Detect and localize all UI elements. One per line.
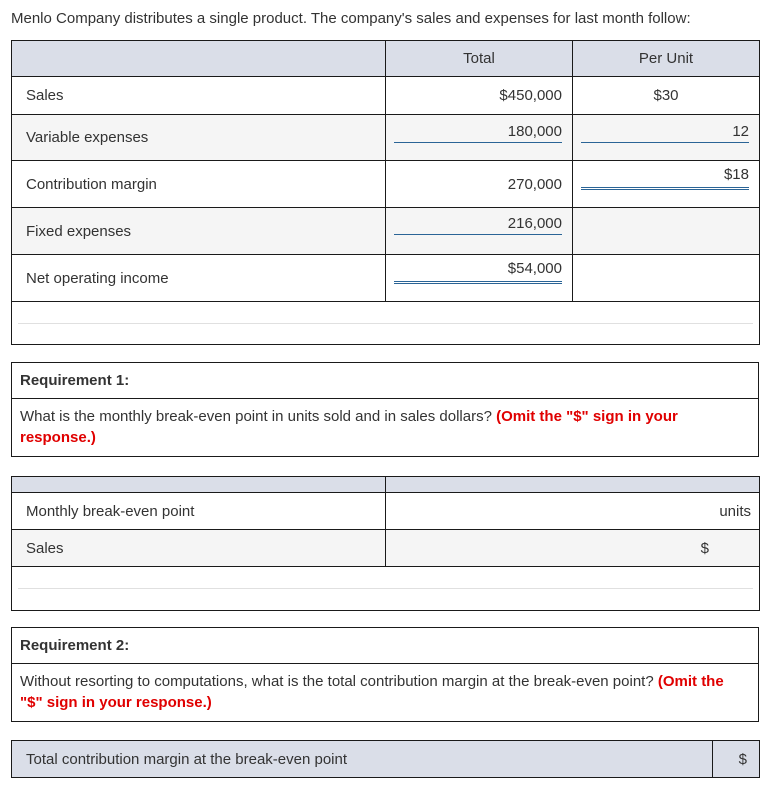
header-blank [386, 477, 760, 493]
header-total: Total [386, 41, 573, 77]
row-label: Monthly break-even point [12, 493, 386, 530]
total-value: 216,000 [394, 215, 562, 235]
row-label: Sales [12, 77, 386, 115]
table-row [12, 115, 760, 161]
blank-row [12, 567, 760, 611]
requirement-1-text [12, 399, 758, 456]
header-blank [12, 477, 386, 493]
table-row [12, 161, 760, 208]
requirement-1-question: What is the monthly break-even point in units sold and in sales dollars? [20, 408, 497, 425]
divider [18, 323, 753, 324]
dollar-prefix: $ [700, 539, 709, 557]
dollar-prefix: $ [738, 750, 747, 768]
total-value: $450,000 [386, 77, 573, 115]
table-row [12, 493, 760, 530]
row-label: Fixed expenses [12, 208, 386, 255]
table-row [12, 255, 760, 302]
per-unit-empty [573, 208, 760, 255]
per-unit-value: $18 [581, 166, 749, 190]
break-even-units-input[interactable] [400, 502, 719, 521]
blank-row [12, 302, 760, 345]
row-label: Total contribution margin at the break-even point [12, 741, 713, 778]
requirement-2-question: Without resorting to computations, what is the total contribution margin at the break-even point? [20, 673, 658, 690]
break-even-answer-table [11, 476, 760, 611]
income-statement-table [11, 40, 760, 345]
per-unit-value: $30 [573, 77, 760, 115]
total-value: 270,000 [386, 161, 573, 208]
contribution-margin-answer-table [11, 740, 760, 778]
requirement-2-note: (Omit the "$" sign in your response.) [20, 673, 724, 711]
per-unit-empty [573, 255, 760, 302]
row-label: Sales [12, 530, 386, 567]
table-row [12, 741, 760, 778]
units-suffix: units [719, 502, 751, 520]
table-header-row [12, 477, 760, 493]
divider [18, 588, 753, 589]
header-per-unit: Per Unit [573, 41, 760, 77]
header-blank [12, 41, 386, 77]
requirement-1-title: Requirement 1: [12, 363, 758, 399]
requirement-1-note: (Omit the "$" sign in your response.) [20, 408, 678, 446]
table-row [12, 530, 760, 567]
per-unit-value: 12 [581, 123, 749, 143]
table-row [12, 208, 760, 255]
requirement-2-box [11, 627, 759, 722]
break-even-sales-input[interactable] [400, 539, 701, 558]
table-header-row [12, 41, 760, 77]
row-label: Net operating income [12, 255, 386, 302]
row-label: Variable expenses [12, 115, 386, 161]
requirement-2-text [12, 664, 758, 721]
requirement-1-box [11, 362, 759, 457]
intro-text: Menlo Company distributes a single product. The company's sales and expenses for last month follow: [11, 10, 691, 27]
total-value: $54,000 [394, 260, 562, 284]
row-label: Contribution margin [12, 161, 386, 208]
total-value: 180,000 [394, 123, 562, 143]
requirement-2-title: Requirement 2: [12, 628, 758, 664]
table-row [12, 77, 760, 115]
